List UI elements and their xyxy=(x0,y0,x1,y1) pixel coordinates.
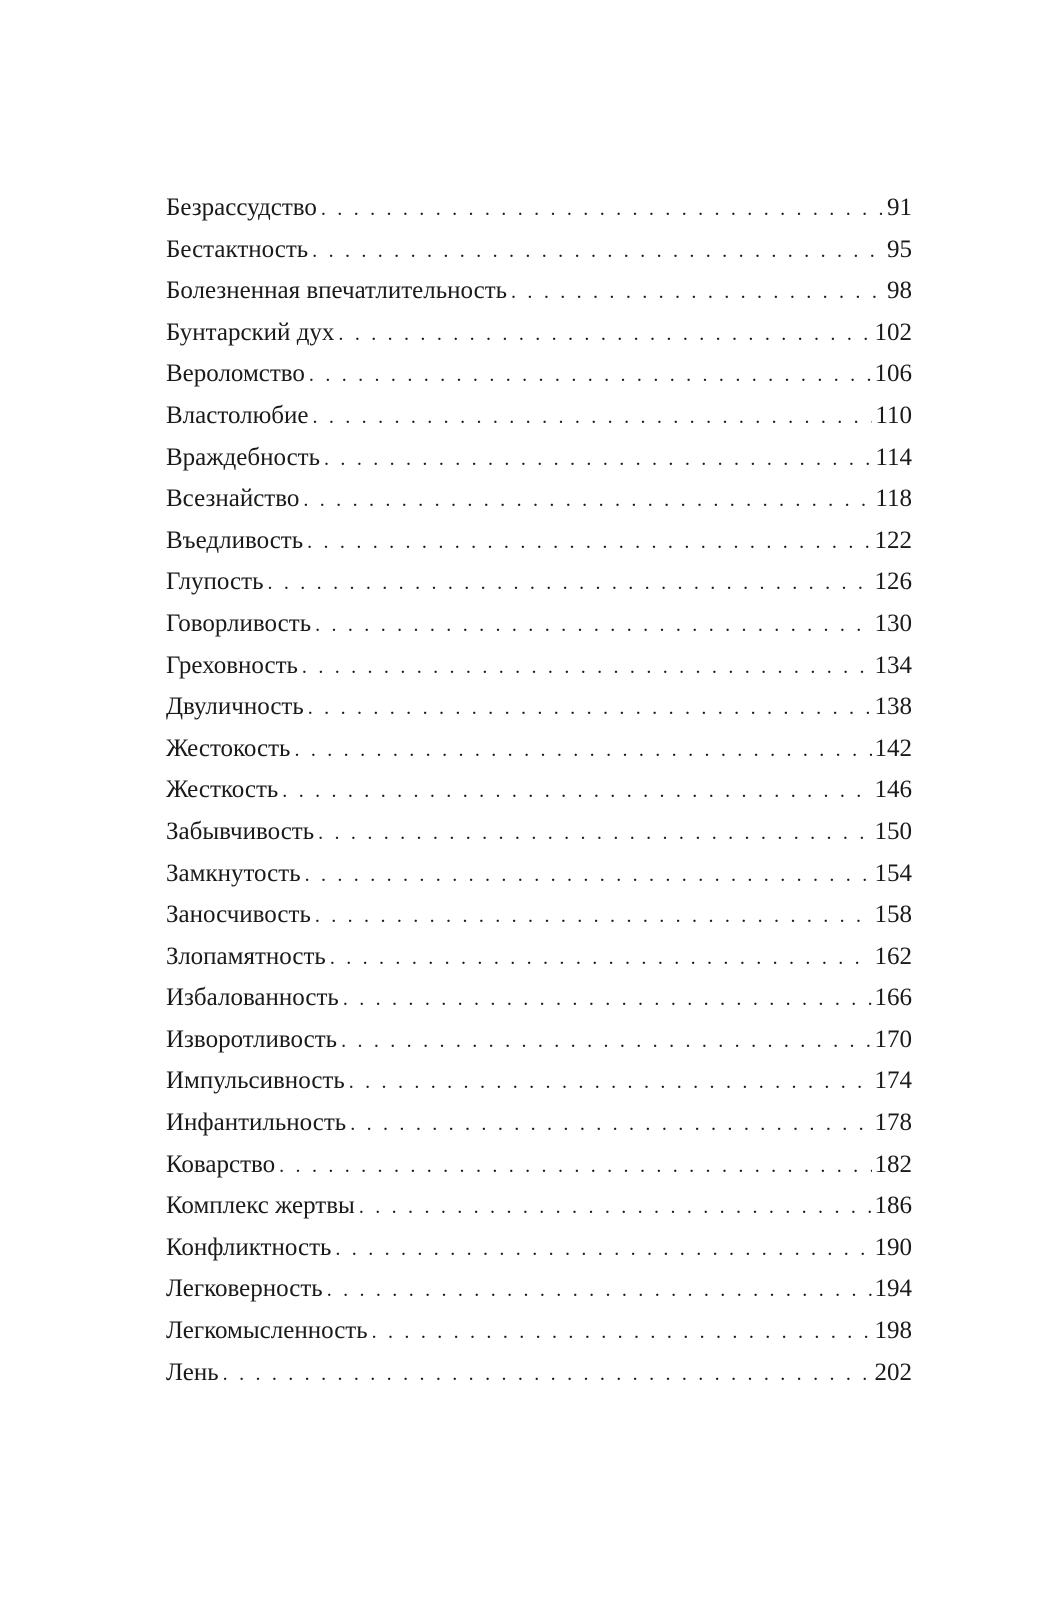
toc-entry-page: 130 xyxy=(874,609,912,637)
toc-entry-title: Жестокость xyxy=(166,734,291,762)
toc-entry-title: Легковерность xyxy=(166,1275,323,1303)
toc-entry-page: 122 xyxy=(874,526,912,554)
toc-entry-title: Легкомысленность xyxy=(166,1317,368,1345)
toc-entry xyxy=(166,894,912,936)
toc-entry xyxy=(166,1144,912,1186)
toc-entry-page: 142 xyxy=(874,734,912,762)
dot-leader xyxy=(312,231,884,273)
dot-leader xyxy=(312,397,872,439)
toc-entry xyxy=(166,270,912,312)
dot-leader xyxy=(308,688,872,730)
toc-entry-title: Властолюбие xyxy=(166,401,309,429)
toc-entry-page: 138 xyxy=(874,693,912,721)
dot-leader xyxy=(327,1270,872,1312)
toc-entry-page: 91 xyxy=(887,194,912,221)
toc-entry-page: 110 xyxy=(875,401,912,429)
dot-leader xyxy=(349,1062,872,1104)
dot-leader xyxy=(307,522,871,564)
toc-entry-page: 178 xyxy=(874,1109,912,1137)
toc-entry xyxy=(166,1227,912,1269)
toc-entry xyxy=(166,853,912,895)
toc-entry-title: Забывчивость xyxy=(166,817,315,845)
dot-leader xyxy=(330,938,872,980)
dot-leader xyxy=(343,979,872,1021)
toc-entry xyxy=(166,603,912,645)
toc-entry xyxy=(166,1019,912,1061)
toc-entry xyxy=(166,561,912,603)
dot-leader xyxy=(321,189,884,231)
toc-entry xyxy=(166,769,912,811)
toc-entry-title: Въедливость xyxy=(166,526,304,554)
toc-entry xyxy=(166,977,912,1019)
dot-leader xyxy=(279,1146,871,1188)
dot-leader xyxy=(223,1354,872,1396)
toc-entry-page: 146 xyxy=(874,776,912,804)
toc-entry xyxy=(166,520,912,562)
toc-entry xyxy=(166,312,912,354)
toc-entry-title: Импульсивность xyxy=(166,1067,345,1095)
dot-leader xyxy=(318,813,871,855)
dot-leader xyxy=(341,1021,871,1063)
dot-leader xyxy=(511,272,884,314)
toc-entry xyxy=(166,1310,912,1352)
toc-entry-page: 170 xyxy=(874,1025,912,1053)
dot-leader xyxy=(350,1104,871,1146)
dot-leader xyxy=(335,1229,871,1271)
toc-entry xyxy=(166,1268,912,1310)
dot-leader xyxy=(309,355,872,397)
toc-entry-page: 106 xyxy=(874,360,912,388)
toc-entry-title: Конфликтность xyxy=(166,1233,332,1261)
toc-entry xyxy=(166,811,912,853)
toc-entry-page: 174 xyxy=(874,1067,912,1095)
dot-leader xyxy=(267,563,871,605)
toc-entry xyxy=(166,1102,912,1144)
toc-entry xyxy=(166,1060,912,1102)
toc-entry-page: 102 xyxy=(874,318,912,346)
toc-entry-title: Жесткость xyxy=(166,776,279,804)
toc-entry-title: Замкнутость xyxy=(166,859,301,887)
toc-entry-page: 198 xyxy=(874,1317,912,1345)
toc-entry-title: Всезнайство xyxy=(166,485,300,513)
toc-entry-page: 182 xyxy=(874,1150,912,1178)
dot-leader xyxy=(282,771,871,813)
toc-entry-page: 162 xyxy=(874,942,912,970)
toc-entry-title: Греховность xyxy=(166,651,298,679)
toc-entry-page: 98 xyxy=(887,277,912,305)
toc-entry-title: Заносчивость xyxy=(166,901,311,929)
toc-entry-title: Злопамятность xyxy=(166,942,326,970)
dot-leader xyxy=(338,314,871,356)
toc-entry-title: Болезненная впечатлительность xyxy=(166,277,508,305)
dot-leader xyxy=(315,896,872,938)
toc-entry-page: 154 xyxy=(874,859,912,887)
toc-entry-page: 95 xyxy=(887,235,912,263)
toc-entry-page: 186 xyxy=(874,1192,912,1220)
toc-entry-page: 158 xyxy=(874,901,912,929)
toc-entry-page: 126 xyxy=(874,568,912,596)
toc-entry xyxy=(166,437,912,479)
toc-entry xyxy=(166,395,912,437)
toc-entry xyxy=(166,936,912,978)
toc-entry xyxy=(166,1185,912,1227)
toc-entry-title: Двуличность xyxy=(166,693,304,721)
dot-leader xyxy=(372,1312,872,1354)
dot-leader xyxy=(359,1187,872,1229)
toc-entry-page: 134 xyxy=(874,651,912,679)
toc-entry xyxy=(166,353,912,395)
toc-entry xyxy=(166,728,912,770)
dot-leader xyxy=(302,647,872,689)
toc-entry xyxy=(166,645,912,687)
dot-leader xyxy=(303,480,872,522)
toc-entry-title: Вероломство xyxy=(166,360,305,388)
dot-leader xyxy=(294,730,871,772)
toc-entry-page: 166 xyxy=(874,984,912,1012)
toc-entry xyxy=(166,1352,912,1394)
toc-entry-page: 114 xyxy=(875,443,912,471)
toc-entry-page: 202 xyxy=(874,1358,912,1386)
toc-entry-title: Комплекс жертвы xyxy=(166,1192,355,1220)
toc-entry-title: Бунтарский дух xyxy=(166,318,335,346)
toc-entry xyxy=(166,686,912,728)
toc-entry-title: Бестактность xyxy=(166,235,309,263)
toc-entry-title: Говорливость xyxy=(166,609,312,637)
toc-entry-page: 194 xyxy=(874,1275,912,1303)
dot-leader xyxy=(324,439,872,481)
toc-entry-title: Безрассудство xyxy=(166,194,317,221)
toc-entry xyxy=(166,478,912,520)
toc-entry xyxy=(166,229,912,271)
dot-leader xyxy=(305,855,872,897)
toc-entry-title: Изворотливость xyxy=(166,1025,338,1053)
toc-entry-page: 118 xyxy=(875,485,912,513)
toc-entry-title: Инфантильность xyxy=(166,1109,347,1137)
toc-entry-page: 190 xyxy=(874,1233,912,1261)
dot-leader xyxy=(315,605,871,647)
table-of-contents xyxy=(166,187,912,1393)
toc-entry-title: Лень xyxy=(166,1358,219,1386)
toc-entry-title: Глупость xyxy=(166,568,264,596)
toc-entry-page: 150 xyxy=(874,817,912,845)
toc-entry xyxy=(166,187,912,229)
toc-entry-title: Коварство xyxy=(166,1150,276,1178)
toc-entry-title: Избалованность xyxy=(166,984,339,1012)
toc-entry-title: Враждебность xyxy=(166,443,321,471)
